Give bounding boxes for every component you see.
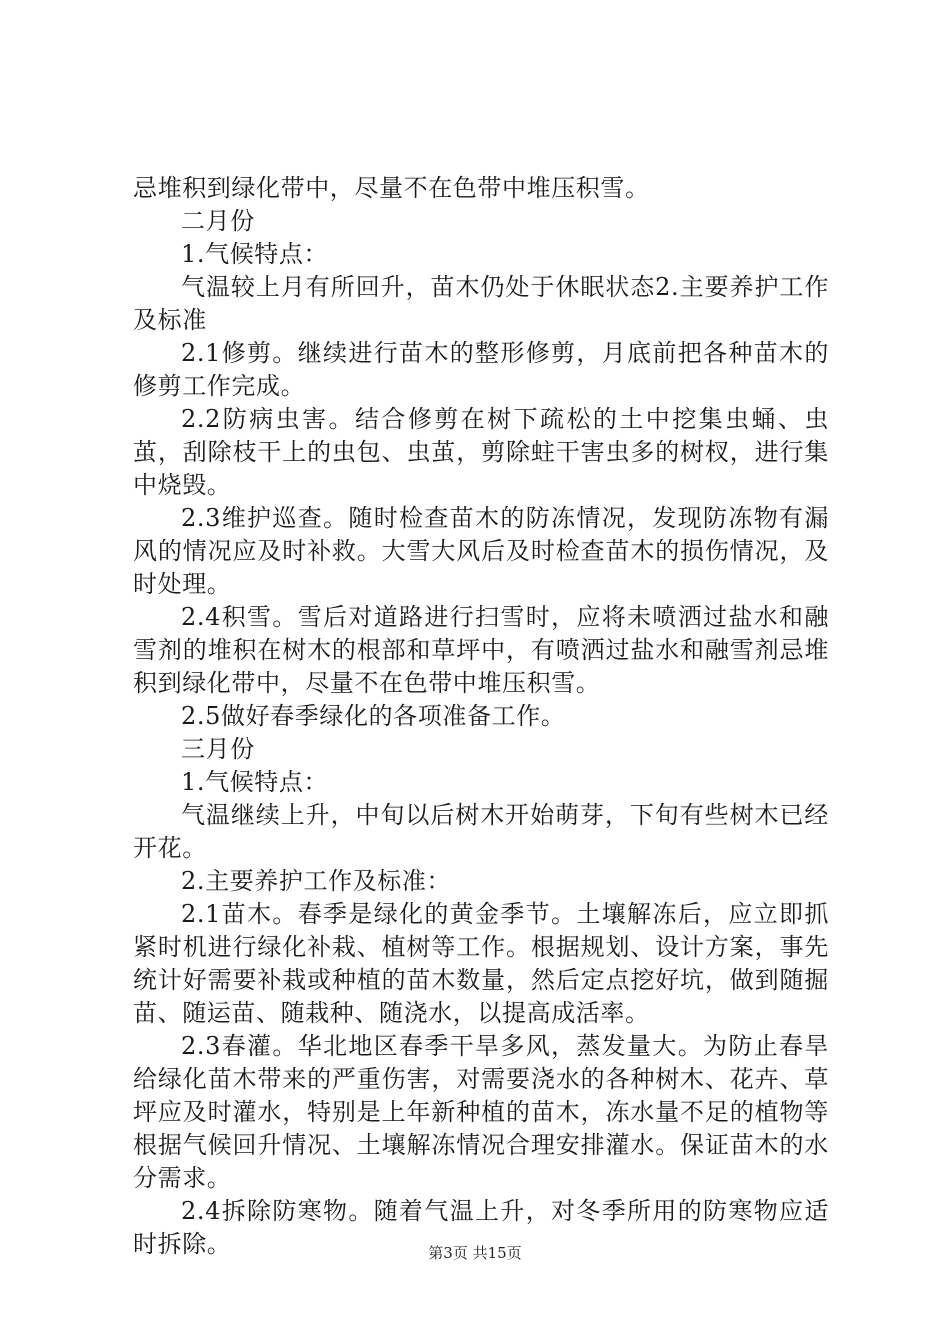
document-body xyxy=(133,172,829,1261)
paragraph: 2.3维护巡查。随时检查苗木的防冻情况，发现防冻物有漏风的情况应及时补救。大雪大风后及时检查苗木的损伤情况，及时处理。 xyxy=(133,504,829,598)
paragraph: 2.4积雪。雪后对道路进行扫雪时，应将未喷洒过盐水和融雪剂的堆积在树木的根部和草坪中，有喷洒过盐水和融雪剂忌堆积到绿化带中，尽量不在色带中堆压积雪。 xyxy=(133,603,829,697)
paragraph: 1.气候特点： xyxy=(181,240,329,268)
paragraph: 2.3春灌。华北地区春季干旱多风，蒸发量大。为防止春旱给绿化苗木带来的严重伤害，对需要浇水的各种树木、花卉、草坪应及时灌水，特别是上年新种植的苗木，冻水量不足的植物等根据气候回升情况、土壤解冻情况合理安排灌水。保证苗木的水分需求。 xyxy=(133,1032,829,1192)
paragraph: 2.主要养护工作及标准： xyxy=(181,867,452,895)
page-footer xyxy=(0,1243,950,1263)
paragraph: 2.2防病虫害。结合修剪在树下疏松的土中挖集虫蛹、虫茧，刮除枝干上的虫包、虫茧，剪除蛀干害虫多的树杈，进行集中烧毁。 xyxy=(133,405,829,499)
paragraph: 忌堆积到绿化带中，尽量不在色带中堆压积雪。 xyxy=(133,174,650,202)
paragraph: 2.1苗木。春季是绿化的黄金季节。土壤解冻后，应立即抓紧时机进行绿化补栽、植树等工作。根据规划、设计方案，事先统计好需要补栽或种植的苗木数量，然后定点挖好坑，做到随掘苗、随运苗、随栽种、随浇水，以提高成活率。 xyxy=(133,900,829,1027)
page-number: 第3页 共15页 xyxy=(428,1244,522,1262)
paragraph: 2.4拆除防寒物。随着气温上升，对冬季所用的防寒物应适时拆除。 xyxy=(133,1197,829,1258)
paragraph: 2.1修剪。继续进行苗木的整形修剪，月底前把各种苗木的修剪工作完成。 xyxy=(133,339,829,400)
section-heading-march: 三月份 xyxy=(181,735,255,763)
paragraph: 气温较上月有所回升，苗木仍处于休眠状态2.主要养护工作及标准 xyxy=(133,273,829,334)
paragraph: 2.5做好春季绿化的各项准备工作。 xyxy=(181,702,566,730)
paragraph: 1.气候特点： xyxy=(181,768,329,796)
section-heading-february: 二月份 xyxy=(181,207,255,235)
paragraph: 气温继续上升，中旬以后树木开始萌芽，下旬有些树木已经开花。 xyxy=(133,801,829,862)
